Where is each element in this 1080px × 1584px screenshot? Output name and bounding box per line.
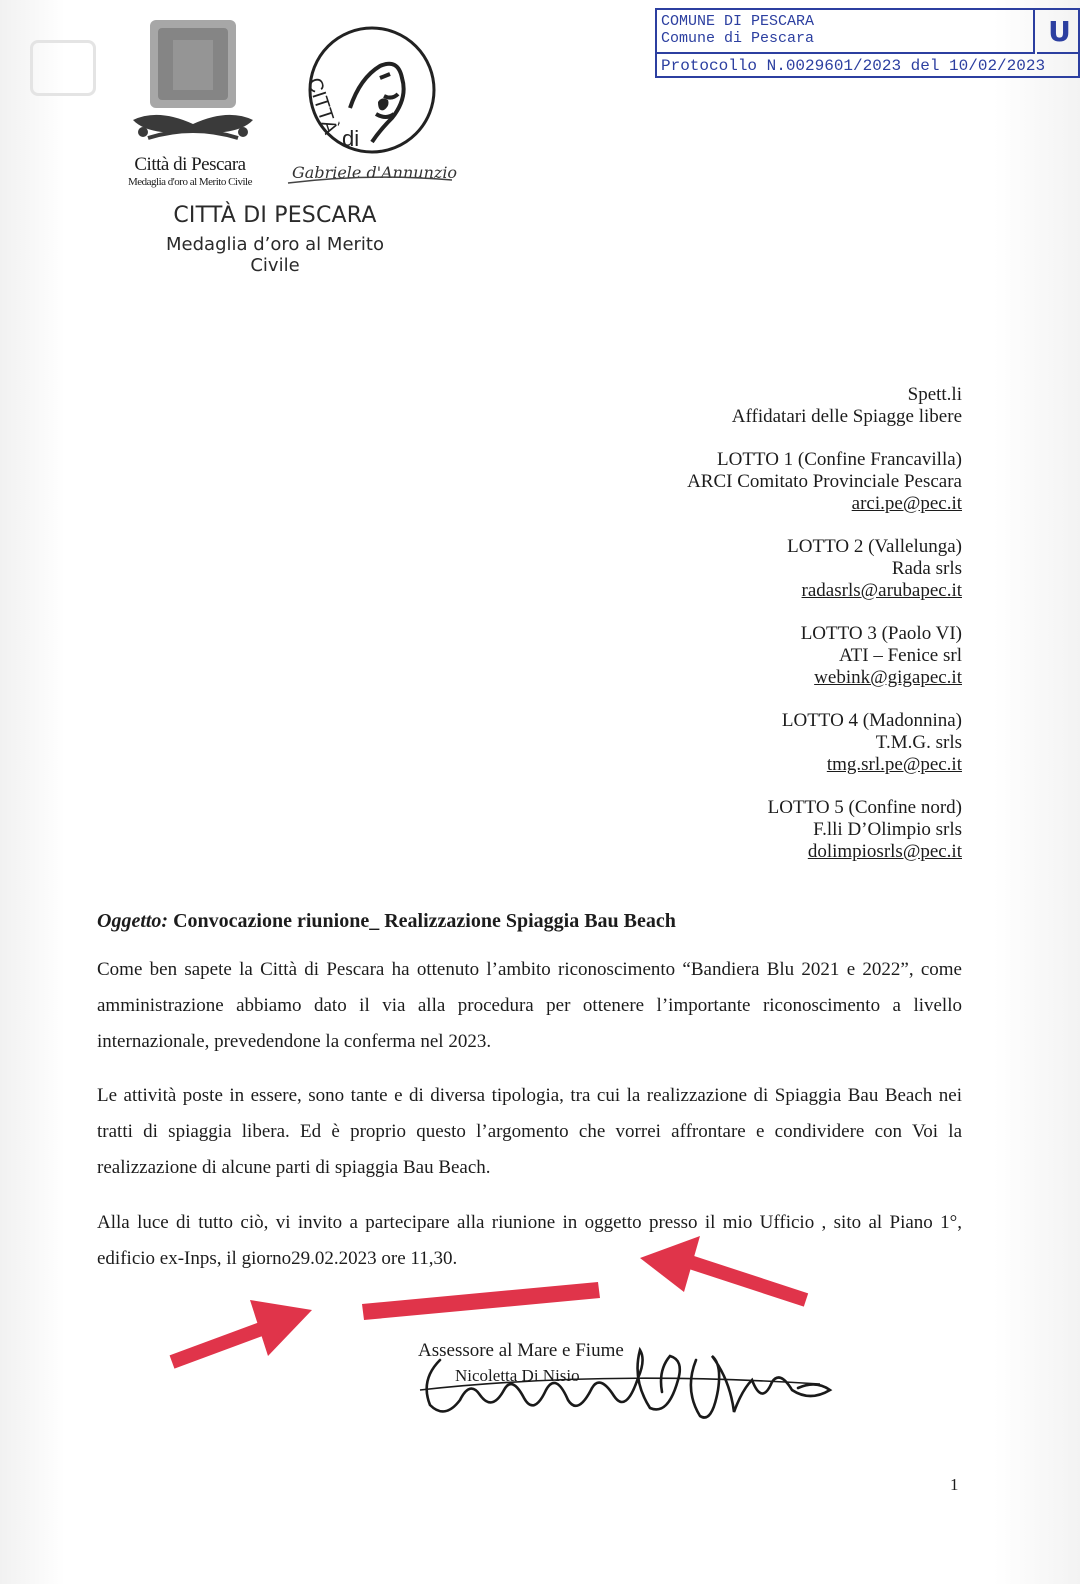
body-paragraph-3: Alla luce di tutto ciò, vi invito a partecipare alla riunione in oggetto presso il mio Ufficio , sito al Piano 1°, edificio ex-Inps, il giorno29.02.2023 ore 11,30. — [97, 1212, 962, 1269]
stamp-direction: U — [1037, 10, 1080, 54]
lot-label: LOTTO 2 (Vallelunga) — [787, 536, 962, 557]
lot-email[interactable]: dolimpiosrls@pec.it — [807, 841, 962, 862]
body-paragraph-2: Le attività poste in essere, sono tante e di diversa tipologia, tra cui la realizzazione di Spiaggia Bau Beach nei tratti di spiaggia libera. Ed è proprio questo l’argomento che vorrei affrontare e condividere con Voi la realizzazione di alcune parti di spiaggia Bau Beach. — [97, 1085, 962, 1178]
lot-email[interactable]: tmg.srl.pe@pec.it — [826, 754, 962, 775]
recipient-lot-1 — [687, 449, 962, 515]
subject-label: Oggetto: — [97, 910, 169, 932]
lot-label: LOTTO 5 (Confine nord) — [767, 797, 962, 818]
lot-email[interactable]: webink@gigapec.it — [814, 667, 962, 688]
subject-line — [97, 910, 676, 933]
lot-company: F.lli D’Olimpio srls — [813, 819, 962, 840]
body-paragraph-1: Come ben sapete la Città di Pescara ha ottenuto l’ambito riconoscimento “Bandiera Blu 2021 e 2022”, come amministrazione abbiamo dato il via alla procedura per ottenere l’importante riconoscimento a livello internazionale, prevedendone la conferma nel 2023. — [97, 959, 962, 1052]
signature-title: Assessore al Mare e Fiume — [418, 1340, 624, 1361]
recipients — [687, 384, 962, 884]
subject-text: Convocazione riunione_ Realizzazione Spiaggia Bau Beach — [173, 910, 676, 932]
logo-citta-text: CITTÀ — [302, 75, 342, 137]
lot-company: T.M.G. srls — [875, 732, 962, 753]
lot-company: Rada srls — [891, 558, 962, 579]
city-subtitle: Medaglia d’oro al Merito Civile — [166, 234, 384, 276]
handwritten-signature — [400, 1320, 840, 1430]
dannunzio-logo — [280, 18, 460, 193]
lot-label: LOTTO 4 (Madonnina) — [781, 710, 962, 731]
recipient-lot-2 — [687, 536, 962, 602]
protocol-stamp — [655, 8, 1080, 78]
lot-label: LOTTO 3 (Paolo VI) — [800, 623, 962, 644]
recipient-lot-4 — [687, 710, 962, 776]
crest-caption-medal: Medaglia d'oro al Merito Civile — [128, 176, 252, 188]
logo-signature-text: Gabriele d'Annunzio — [292, 163, 458, 182]
stamp-line2: Comune di Pescara — [661, 30, 815, 47]
stamp-header — [657, 10, 1035, 54]
stamp-protocol: Protocollo N.0029601/2023 del 10/02/2023 — [661, 57, 1046, 75]
page-number: 1 — [950, 1475, 959, 1494]
lot-label: LOTTO 1 (Confine Francavilla) — [717, 449, 962, 470]
recipient-lot-3 — [687, 623, 962, 689]
recipient-group: Affidatari delle Spiagge libere — [731, 406, 962, 427]
crest-caption — [100, 155, 280, 188]
city-name: CITTÀ DI PESCARA — [173, 203, 377, 228]
lot-email[interactable]: radasrls@arubapec.it — [801, 580, 962, 601]
crest-caption-city: Città di Pescara — [134, 154, 246, 175]
recipients-header — [687, 384, 962, 428]
coat-of-arms-icon — [128, 20, 258, 150]
recipient-lot-5 — [687, 797, 962, 863]
logo-di-text: di — [342, 126, 360, 151]
signature-name: Nicoletta Di Nisio — [455, 1366, 580, 1385]
lot-company: ARCI Comitato Provinciale Pescara — [687, 471, 962, 492]
lot-email[interactable]: arci.pe@pec.it — [851, 493, 962, 514]
salutation: Spett.li — [907, 384, 962, 405]
city-title — [140, 203, 410, 276]
blurred-icon — [30, 40, 96, 96]
lot-company: ATI – Fenice srl — [839, 645, 962, 666]
stamp-line1: COMUNE DI PESCARA — [661, 13, 815, 30]
